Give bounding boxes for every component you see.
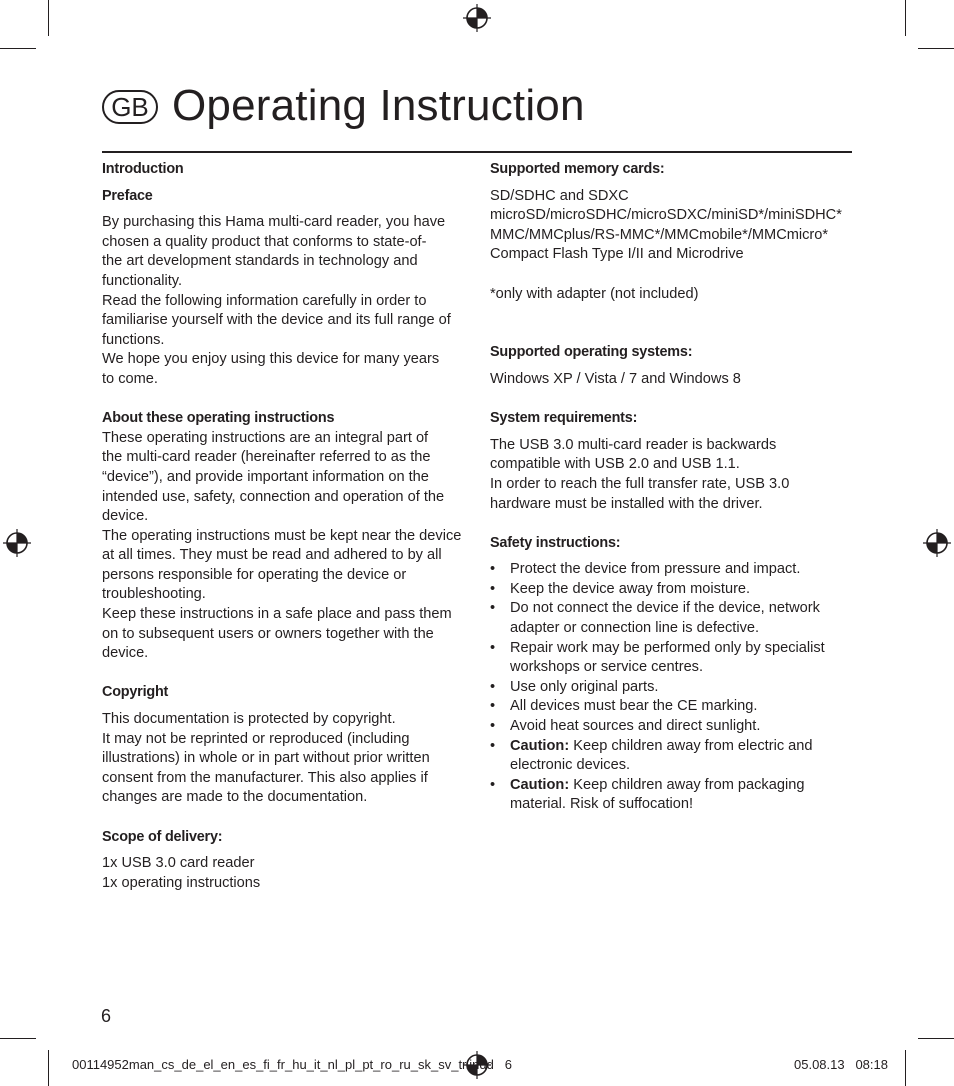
bullet-icon: • bbox=[490, 776, 496, 793]
print-slug-filename: 00114952man_cs_de_el_en_es_fi_fr_hu_it_nl_pl_pt_ro_ru_sk_sv_tr.indd 6 bbox=[72, 1057, 512, 1072]
bullet-icon: • bbox=[490, 698, 496, 715]
about-text: These operating instructions are an integral part of the multi-card reader (hereinafter referred to as the “device”), and provide important information on the intended use, safety, connection and operation of the device. The operating instructions must be kept near the device at all times. They must be read and adhered to by all persons responsible for operating the device or troubleshooting. Keep these instructions in a safe place and pass them on to subsequent users or owners together with the device. bbox=[102, 429, 462, 662]
scope-text: 1x USB 3.0 card reader 1x operating instructions bbox=[102, 855, 261, 891]
right-column bbox=[490, 160, 850, 815]
safety-item-text: Protect the device from pressure and impact. bbox=[510, 561, 801, 578]
caution-text: Keep children away from packaging material. Risk of suffocation! bbox=[510, 776, 805, 813]
safety-item-text: Do not connect the device if the device, network adapter or connection line is defective. bbox=[510, 600, 820, 637]
safety-item-text: Avoid heat sources and direct sunlight. bbox=[510, 718, 761, 735]
title-rule bbox=[102, 151, 852, 153]
scope-heading: Scope of delivery: bbox=[102, 828, 223, 845]
crop-mark bbox=[0, 1038, 36, 1039]
safety-list bbox=[490, 560, 850, 815]
about-heading: About these operating instructions bbox=[102, 410, 335, 427]
bullet-icon: • bbox=[490, 580, 496, 597]
crop-mark bbox=[905, 1050, 906, 1086]
crop-mark bbox=[905, 0, 906, 36]
adapter-note: *only with adapter (not included) bbox=[490, 285, 699, 302]
bullet-icon: • bbox=[490, 561, 496, 578]
registration-mark-icon bbox=[462, 3, 492, 33]
page-title: Operating Instruction bbox=[172, 81, 585, 130]
crop-mark bbox=[48, 1050, 49, 1086]
bullet-icon: • bbox=[490, 600, 496, 617]
list-item bbox=[490, 599, 850, 638]
list-item bbox=[490, 678, 850, 698]
list-item bbox=[490, 776, 850, 815]
safety-item-text: Keep the device away from moisture. bbox=[510, 580, 751, 597]
crop-mark bbox=[0, 48, 36, 49]
list-item bbox=[490, 697, 850, 717]
bullet-icon: • bbox=[490, 639, 496, 656]
memory-cards-heading: Supported memory cards: bbox=[490, 161, 665, 177]
bullet-icon: • bbox=[490, 718, 496, 735]
list-item bbox=[490, 639, 850, 678]
crop-mark bbox=[48, 0, 49, 36]
list-item bbox=[490, 580, 850, 600]
registration-mark-icon bbox=[2, 528, 32, 558]
bullet-icon: • bbox=[490, 678, 496, 695]
introduction-heading: Introduction bbox=[102, 161, 184, 177]
caution-text: Keep children away from electric and electronic devices. bbox=[510, 737, 813, 774]
caution-label: Caution: bbox=[510, 737, 570, 754]
page-number: 6 bbox=[101, 1006, 112, 1026]
list-item bbox=[490, 717, 850, 737]
left-column bbox=[102, 160, 470, 893]
copyright-text: This documentation is protected by copyright. It may not be reprinted or reproduced (including illustrations) in whole or in part without prior written consent from the manufacturer. This also applies if changes are made to the documentation. bbox=[102, 711, 430, 806]
preface-heading: Preface bbox=[102, 187, 153, 204]
requirements-text: The USB 3.0 multi-card reader is backwards compatible with USB 2.0 and USB 1.1. In order to reach the full transfer rate, USB 3.0 hardware must be installed with the driver. bbox=[490, 436, 790, 512]
safety-item-text: All devices must bear the CE marking. bbox=[510, 698, 758, 715]
os-heading: Supported operating systems: bbox=[490, 344, 693, 361]
language-badge: GB bbox=[102, 90, 158, 124]
bullet-icon: • bbox=[490, 737, 496, 754]
crop-mark bbox=[918, 48, 954, 49]
list-item bbox=[490, 560, 850, 580]
os-text: Windows XP / Vista / 7 and Windows 8 bbox=[490, 370, 741, 387]
safety-heading: Safety instructions: bbox=[490, 534, 621, 551]
safety-item-text: Repair work may be performed only by specialist workshops or service centres. bbox=[510, 639, 825, 676]
print-slug-date: 05.08.13 08:18 bbox=[794, 1057, 888, 1072]
list-item bbox=[490, 737, 850, 776]
crop-mark bbox=[918, 1038, 954, 1039]
safety-item-text: Use only original parts. bbox=[510, 678, 659, 695]
caution-label: Caution: bbox=[510, 776, 570, 793]
copyright-heading: Copyright bbox=[102, 684, 169, 701]
requirements-heading: System requirements: bbox=[490, 410, 638, 427]
memory-cards-text: SD/SDHC and SDXC microSD/microSDHC/microSDXC/miniSD*/miniSDHC* MMC/MMCplus/RS-MMC*/MMCmobile*/MMCmicro* Compact Flash Type I/II and Microdrive bbox=[490, 187, 842, 263]
registration-mark-icon bbox=[922, 528, 952, 558]
preface-text: By purchasing this Hama multi-card reader, you have chosen a quality product that conforms to state-of- the art development standards in technology and functionality. Read the following information carefully in order to familiarise yourself with the device and its full range of functions. We hope you enjoy using this device for many years to come. bbox=[102, 214, 451, 387]
